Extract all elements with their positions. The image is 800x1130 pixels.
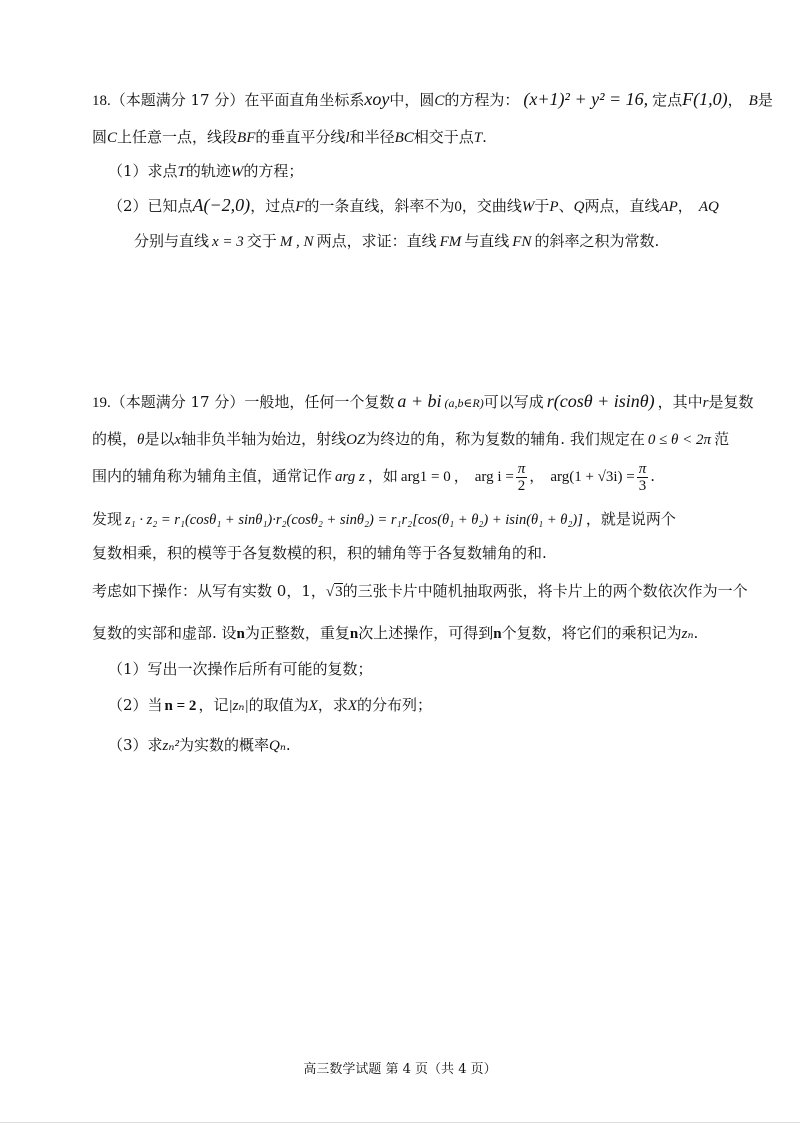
q19-var-X: X — [347, 698, 357, 714]
q18-text: ，交曲线 — [461, 197, 522, 215]
q18-var-AP: AP — [659, 199, 678, 215]
q18-text: 两点，直线 — [584, 197, 660, 215]
q19-line-6: 考虑如下操作：从写有实数 0，1，√3的三张卡片中随机抽取两张，将卡片上的两个数依次作为一个 — [92, 582, 748, 600]
q19-var-n: n — [493, 626, 502, 642]
q18-text: 的一条直线，斜率不为 — [304, 197, 455, 215]
q19-text: ， — [529, 467, 545, 485]
q18-text: 两点，求证：直线 — [316, 232, 437, 250]
q19-var-n: n — [236, 626, 245, 642]
q19-complex-form: a + bi — [397, 391, 442, 411]
q19-text: 是复数 — [708, 393, 754, 411]
q19-argz: arg z — [335, 469, 365, 485]
q19-text: ，记 — [198, 696, 229, 714]
q18-text: 在平面直角坐标系 — [244, 91, 365, 109]
q18-var-B: B — [748, 93, 758, 109]
q18-var-Q: Q — [573, 199, 585, 215]
q18-var-C: C — [434, 93, 445, 109]
q19-frac-pi-3 — [637, 461, 649, 494]
q19-var-n: n — [349, 626, 359, 642]
q19-score: （本题满分 17 分） — [110, 393, 245, 411]
q19-line-4 — [92, 508, 676, 531]
q19-arg1: arg1 = 0 — [400, 469, 451, 485]
q19-n-eq-2: n = 2 — [164, 698, 197, 714]
q18-text: 相交于点 — [413, 128, 474, 146]
q18-text: 圆 — [92, 128, 108, 146]
q18-var-C: C — [107, 130, 118, 146]
q19-text: 复数相乘，积的模等于各复数模的积，积的辅角等于各复数辅角的和. — [92, 544, 547, 562]
q19-frac-den: 2 — [517, 477, 526, 494]
q18-var-T: T — [177, 164, 186, 180]
q19-text: 的取值为 — [248, 696, 309, 714]
q19-frac-den: 3 — [638, 477, 647, 494]
q18-var-l: l — [345, 130, 350, 146]
q19-text: 一般地，任何一个复数 — [244, 393, 395, 411]
q18-text: （1）求点 — [108, 162, 178, 180]
q18-number: 18. — [92, 93, 111, 109]
q19-line-3 — [92, 458, 655, 495]
q19-text: 为实数的概率 — [178, 736, 269, 754]
q18-text: 的垂直平分线 — [255, 128, 346, 146]
q19-sqrt3: 3 — [335, 584, 343, 600]
q18-point-F: F(1,0) — [682, 89, 728, 109]
q18-point-A: A(−2,0) — [192, 195, 251, 215]
q19-line-1 — [92, 390, 753, 414]
q18-var-W: W — [230, 164, 244, 180]
q18-text: 分别与直线 — [134, 232, 210, 250]
page-footer: 高三数学试题 第 4 页（共 4 页） — [303, 1062, 497, 1077]
q19-text: 范 — [714, 430, 730, 448]
q19-text: 是以 — [144, 430, 175, 448]
q19-text: . — [693, 624, 699, 642]
q19-var-zn: zₙ — [681, 626, 694, 642]
q18-text: ， — [727, 91, 743, 109]
q18-text: （2）已知点 — [108, 197, 193, 215]
q18-text: 的斜率之积为常数. — [534, 232, 660, 250]
q19-text: ，其中 — [657, 393, 703, 411]
q19-text: 考虑如下操作：从写有实数 0，1， — [92, 582, 326, 600]
q19-text: ， — [453, 467, 469, 485]
q18-var-FM: FM — [439, 234, 462, 250]
q18-text: 交于 — [246, 232, 277, 250]
q19-part-1 — [108, 658, 373, 680]
q19-var-r: r — [702, 395, 709, 411]
q19-range: 0 ≤ θ < 2π — [647, 432, 712, 448]
q18-var-T: T — [473, 130, 483, 146]
q19-text: 可以写成 — [483, 393, 544, 411]
q19-text: （3）求 — [108, 736, 163, 754]
q19-condition: (a,b∈R) — [444, 396, 484, 410]
q19-text: 个复数，将它们的乘积记为 — [501, 624, 682, 642]
q19-line-5 — [92, 542, 547, 564]
q18-var-W: W — [521, 199, 535, 215]
q19-part-3 — [108, 734, 291, 757]
q18-text: 中，圆 — [389, 91, 435, 109]
q18-text: 、 — [558, 197, 574, 215]
q19-frac-num: π — [517, 460, 526, 477]
q19-arg-sqrt: arg(1 + √3i) = — [550, 469, 635, 485]
q19-var-zn2: zₙ² — [162, 738, 179, 754]
q19-text: 发现 — [92, 510, 123, 528]
q18-text: 的方程为： — [444, 91, 520, 109]
q19-abs-zn: |zₙ| — [228, 698, 249, 714]
q19-text: ，就是说两个 — [585, 510, 676, 528]
q18-text: 于 — [534, 197, 550, 215]
q18-var-AQ: AQ — [698, 199, 719, 215]
page-bottom-rule — [0, 1122, 800, 1123]
q19-var-X: X — [308, 698, 318, 714]
q19-text: . — [650, 467, 656, 485]
q19-var-x: x — [174, 432, 182, 448]
q18-part-1 — [108, 160, 303, 183]
q18-var-BF: BF — [237, 130, 256, 146]
q19-text: 的分布列； — [357, 696, 433, 714]
q19-argi: arg i = — [474, 469, 514, 485]
q18-text: 的方程； — [243, 162, 304, 180]
q18-text: 的轨迹 — [185, 162, 231, 180]
q19-frac-num: π — [638, 460, 647, 477]
q19-text: 为终边的角，称为复数的辅角. 我们规定在 — [365, 430, 645, 448]
q18-text: 与直线 — [464, 232, 510, 250]
q19-text: . — [285, 736, 291, 754]
q18-part-2: （2）已知点A(−2,0)，过点F的一条直线，斜率不为0，交曲线W于P、Q两点，直线AP， AQ — [108, 195, 719, 215]
q19-text: （2）当 — [108, 696, 163, 714]
q18-text: . — [482, 128, 487, 146]
q19-text: 的三张卡片中随机抽取两张，将卡片上的两个数依次作为一个 — [342, 582, 748, 600]
q19-var-Qn: Qₙ — [268, 738, 286, 754]
q19-text: 围内的辅角称为辅角主值，通常记作 — [92, 467, 333, 485]
q18-score: （本题满分 17 分） — [110, 91, 245, 109]
q18-text: 定点 — [652, 91, 683, 109]
q19-line-2 — [92, 428, 729, 451]
q19-frac-pi-2 — [516, 461, 528, 494]
q19-line-7 — [92, 622, 698, 645]
q19-part-2 — [108, 694, 432, 717]
q18-text: 是 — [757, 91, 773, 109]
q18-circle-equation: (x+1)² + y² = 16, — [523, 89, 649, 109]
q18-var-BC: BC — [394, 130, 414, 146]
q19-text: 复数的实部和虚部. 设 — [92, 624, 237, 642]
q19-text: 次上述操作，可得到 — [358, 624, 494, 642]
q18-text: ， — [677, 197, 693, 215]
q18-var-MN: M , N — [279, 234, 314, 250]
q18-zero: 0 — [454, 199, 462, 215]
q19-text: 的模， — [92, 430, 138, 448]
q18-text: 和半径 — [349, 128, 395, 146]
q18-var-xoy: xoy — [364, 89, 390, 109]
q19-polar-form: r(cosθ + isinθ) — [546, 391, 655, 411]
q18-line-2 — [92, 126, 487, 149]
q19-number: 19. — [92, 395, 111, 411]
q19-var-OZ: OZ — [346, 432, 366, 448]
q19-text: 为正整数，重复 — [244, 624, 350, 642]
q19-var-theta: θ — [137, 432, 145, 448]
q18-var-P: P — [549, 199, 559, 215]
q19-product-equation: z₁ · z₂ = r₁(cosθ₁ + sinθ₁)·r₂(cosθ₂ + sinθ₂) = r₁r₂[cos(θ₁ + θ₂) + isin(θ₁ + θ₂)] — [125, 512, 583, 528]
q18-part-2-line-2 — [134, 230, 659, 253]
q18-line-x3: x = 3 — [212, 234, 244, 250]
q18-var-FN: FN — [512, 234, 532, 250]
q19-text: ，求 — [317, 696, 348, 714]
q18-text: 上任意一点，线段 — [117, 128, 238, 146]
q19-text: （1）写出一次操作后所有可能的复数； — [108, 660, 373, 678]
q18-line-1 — [92, 88, 773, 112]
q19-text: ，如 — [367, 467, 398, 485]
q19-text: 轴非负半轴为始边，射线 — [181, 430, 347, 448]
q18-text: ，过点 — [250, 197, 296, 215]
